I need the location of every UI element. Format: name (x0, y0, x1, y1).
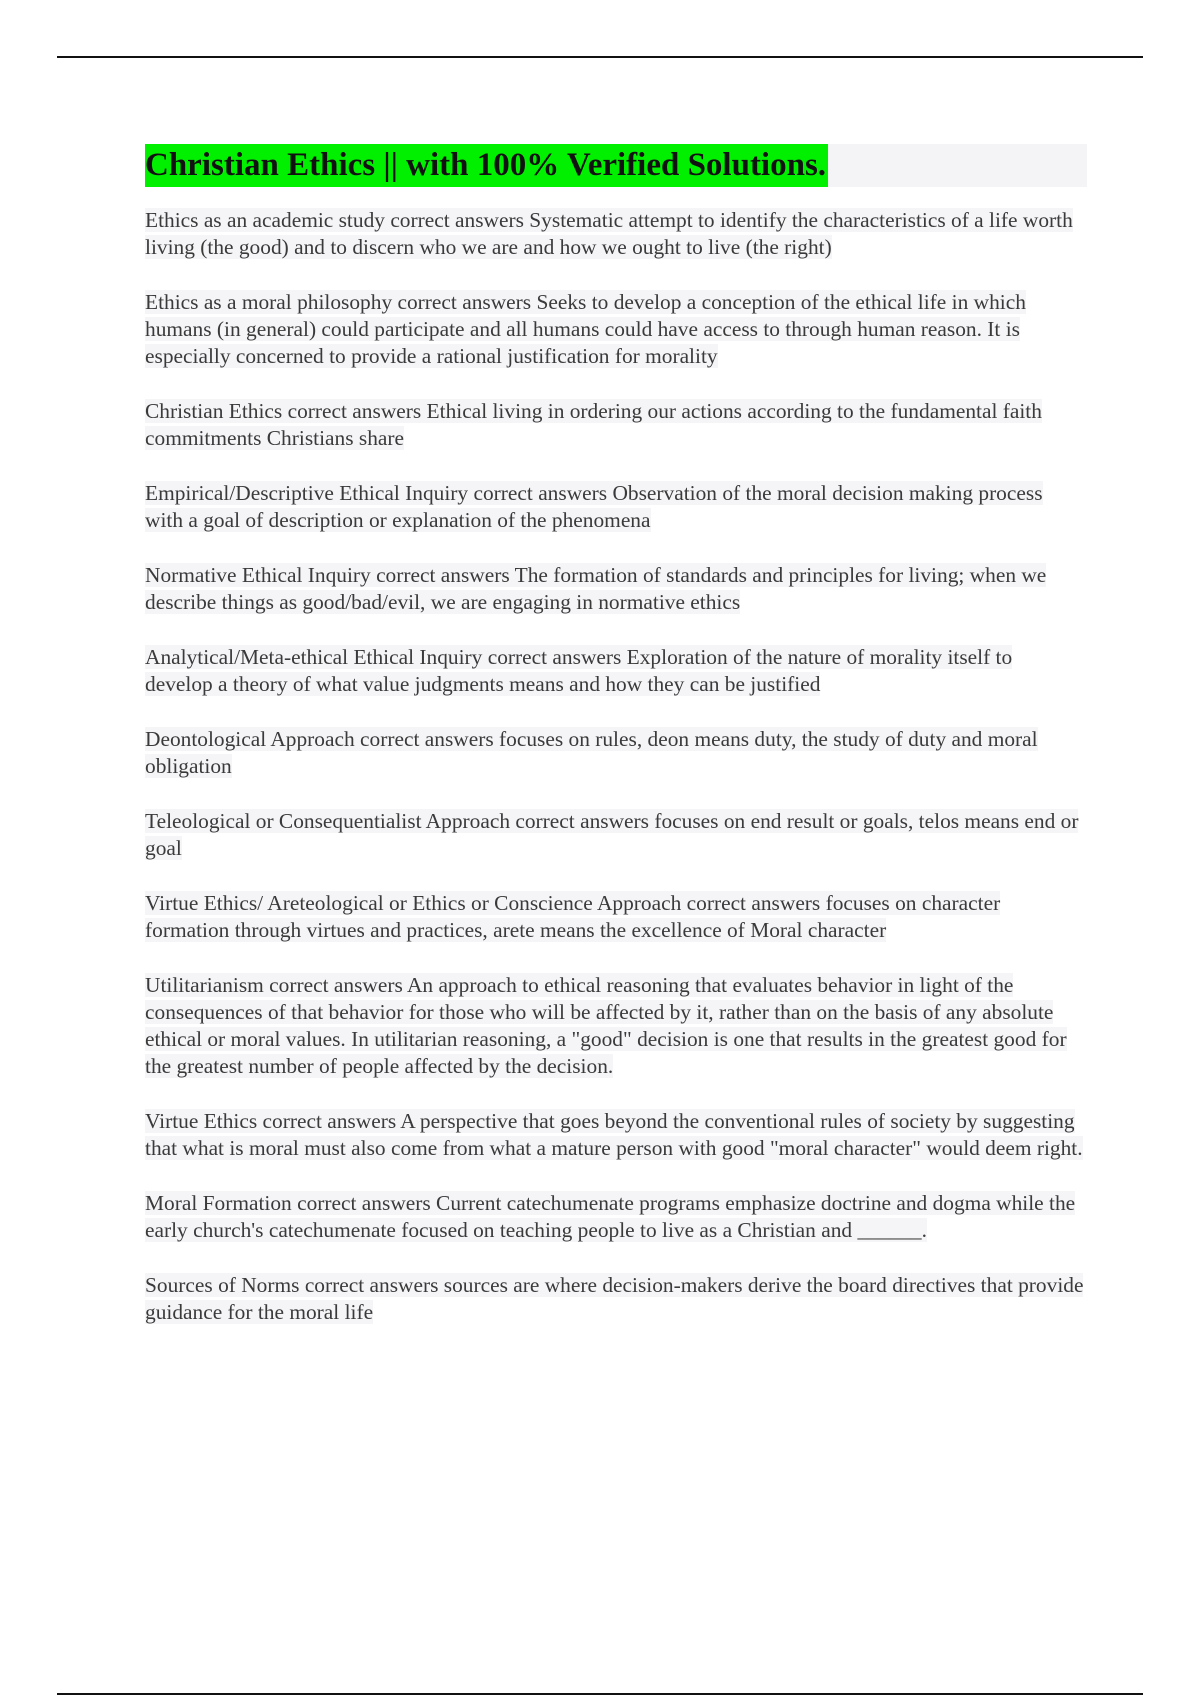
document-title: Christian Ethics || with 100% Verified Solutions. (145, 144, 828, 187)
entry-text: Christian Ethics correct answers Ethical living in ordering our actions according to the fundamental faith commitments Christians share (145, 399, 1042, 450)
entry-text: Teleological or Consequentialist Approach correct answers focuses on end result or goals, telos means end or goal (145, 809, 1079, 860)
qa-entry (145, 398, 1085, 452)
entry-text: Ethics as an academic study correct answers Systematic attempt to identify the characteristics of a life worth living (the good) and to discern who we are and how we ought to live (the right) (145, 208, 1073, 259)
qa-entry (145, 207, 1085, 261)
entry-text: Analytical/Meta-ethical Ethical Inquiry correct answers Exploration of the nature of morality itself to develop a theory of what value judgments means and how they can be justified (145, 645, 1013, 696)
entry-text: Virtue Ethics/ Areteological or Ethics or Conscience Approach correct answers focuses on character formation through virtues and practices, arete means the excellence of Moral character (145, 891, 1001, 942)
bottom-rule (57, 1693, 1143, 1695)
document-body (145, 144, 1090, 1354)
qa-entry (145, 289, 1085, 370)
qa-entry (145, 1272, 1085, 1326)
entry-text: Moral Formation correct answers Current catechumenate programs emphasize doctrine and dogma while the early church's catechumenate focused on teaching people to live as a Christian and ______. (145, 1191, 1076, 1242)
qa-entry (145, 972, 1085, 1080)
entry-text: Ethics as a moral philosophy correct answers Seeks to develop a conception of the ethical life in which humans (in general) could participate and all humans could have access to through human reason. It is especially concerned to provide a rational justification for morality (145, 290, 1026, 368)
entry-text: Empirical/Descriptive Ethical Inquiry correct answers Observation of the moral decision making process with a goal of description or explanation of the phenomena (145, 481, 1043, 532)
entry-text: Normative Ethical Inquiry correct answers The formation of standards and principles for living; when we describe things as good/bad/evil, we are engaging in normative ethics (145, 563, 1047, 614)
qa-entry (145, 480, 1085, 534)
qa-entry (145, 1108, 1085, 1162)
title-band (145, 144, 1087, 187)
top-rule (57, 56, 1143, 58)
qa-entry (145, 726, 1085, 780)
qa-entry (145, 890, 1085, 944)
entry-text: Deontological Approach correct answers focuses on rules, deon means duty, the study of duty and moral obligation (145, 727, 1038, 778)
qa-entry (145, 1190, 1085, 1244)
qa-entry (145, 644, 1085, 698)
qa-entry (145, 808, 1085, 862)
entry-text: Sources of Norms correct answers sources are where decision-makers derive the board directives that provide guidance for the moral life (145, 1273, 1084, 1324)
entry-text: Utilitarianism correct answers An approach to ethical reasoning that evaluates behavior in light of the consequences of that behavior for those who will be affected by it, rather than on the basis of any absolute ethical or moral values. In utilitarian reasoning, a "good" decision is one that results in the greatest good for the greatest number of people affected by the decision. (145, 973, 1067, 1078)
entry-text: Virtue Ethics correct answers A perspective that goes beyond the conventional rules of society by suggesting that what is moral must also come from what a mature person with good "moral character" would deem right. (145, 1109, 1083, 1160)
qa-entry (145, 562, 1085, 616)
